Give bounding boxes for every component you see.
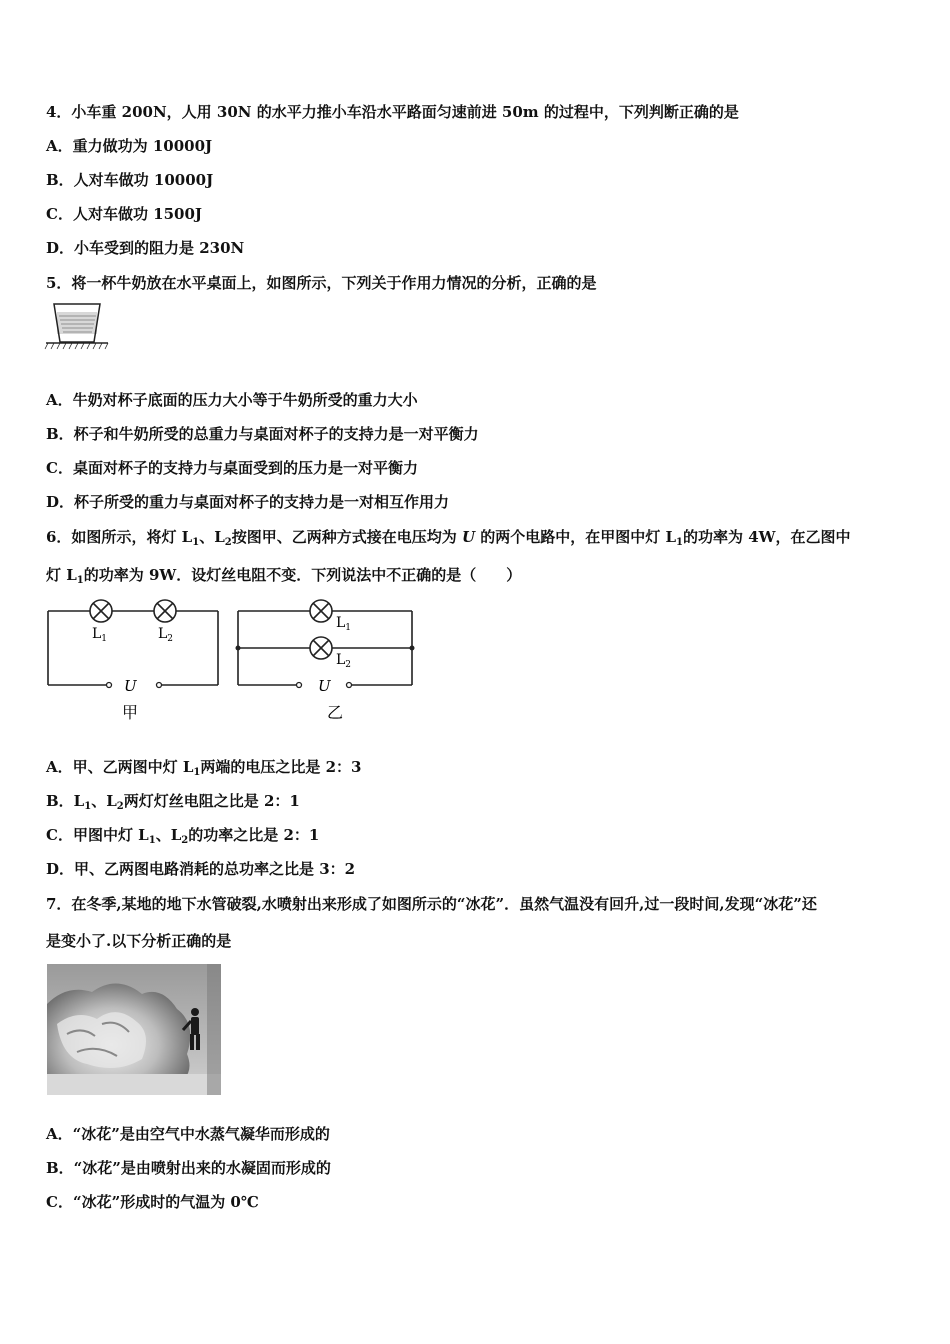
terminal-icon (157, 683, 162, 688)
q7-stem-line2: 是变小了.以下分析正确的是 (46, 932, 232, 950)
milk-liquid (57, 312, 97, 334)
jia-l2-label: $L_2$ (158, 626, 174, 644)
jia-caption: 甲 (122, 703, 139, 722)
q5-option-c: C．桌面对杯子的支持力与桌面受到的压力是一对平衡力 (46, 459, 418, 477)
jia-u-label: U (124, 677, 137, 695)
q6-stem-line1: 6．如图所示，将灯 $L_1$、$L_2$按图甲、乙两种方式接在电压均为 U 的两个电路中，在甲图中灯 $L_1$的功率为 4W，在乙图中 (46, 528, 851, 548)
yi-l2-label: $L_2$ (336, 652, 352, 670)
terminal-icon (347, 683, 352, 688)
q5-stem: 5．将一杯牛奶放在水平桌面上，如图所示，下列关于作用力情况的分析，正确的是 (46, 274, 597, 292)
q7-stem-line1: 7．在冬季,某地的地下水管破裂,水喷射出来形成了如图所示的“冰花”．虽然气温没有回升,过一段时间,发现“冰花”还 (46, 895, 817, 913)
q5-option-b: B．杯子和牛奶所受的总重力与桌面对杯子的支持力是一对平衡力 (46, 425, 479, 443)
lamp-l1-icon (90, 600, 112, 622)
lamp-l2-icon (310, 637, 332, 659)
q5-option-a: A．牛奶对杯子底面的压力大小等于牛奶所受的重力大小 (46, 391, 418, 409)
ice-flower-photo (47, 964, 221, 1095)
q7-option-c: C．“冰花”形成时的气温为 0℃ (46, 1193, 259, 1211)
jia-l1-label: $L_1$ (92, 626, 108, 644)
q4-option-c: C．人对车做功 1500J (46, 205, 203, 223)
terminal-icon (297, 683, 302, 688)
circuit-jia (48, 611, 218, 685)
q6-option-b: B．$L_1$、$L_2$两灯灯丝电阻之比是 2：1 (46, 792, 300, 812)
lamp-l1-icon (310, 600, 332, 622)
q6-option-d: D．甲、乙两图电路消耗的总功率之比是 3：2 (46, 860, 356, 878)
q6-option-c: C．甲图中灯 $L_1$、$L_2$的功率之比是 2：1 (46, 826, 320, 846)
milk-cup-figure (44, 302, 110, 352)
q7-option-a: A．“冰花”是由空气中水蒸气凝华而形成的 (46, 1125, 330, 1143)
q4-option-d: D．小车受到的阻力是 230N (46, 239, 245, 257)
q4-option-b: B．人对车做功 10000J (46, 171, 214, 189)
table-hatching (45, 343, 108, 349)
yi-u-label: U (318, 677, 331, 695)
terminal-icon (107, 683, 112, 688)
q6-stem-line2: 灯 $L_1$的功率为 9W．设灯丝电阻不变．下列说法中不正确的是（ ） (46, 566, 522, 586)
yi-l1-label: $L_1$ (336, 615, 352, 633)
q7-option-b: B．“冰花”是由喷射出来的水凝固而形成的 (46, 1159, 331, 1177)
lamp-l2-icon (154, 600, 176, 622)
q4-stem: 4．小车重 200N，人用 30N 的水平力推小车沿水平路面匀速前进 50m 的过程中，下列判断正确的是 (46, 103, 739, 121)
q4-option-a: A．重力做功为 10000J (46, 137, 213, 155)
q6-option-a: A．甲、乙两图中灯 $L_1$两端的电压之比是 2：3 (46, 758, 362, 778)
q6-circuit-diagrams (40, 596, 430, 726)
q5-option-d: D．杯子所受的重力与桌面对杯子的支持力是一对相互作用力 (46, 493, 450, 511)
yi-caption: 乙 (327, 703, 344, 722)
